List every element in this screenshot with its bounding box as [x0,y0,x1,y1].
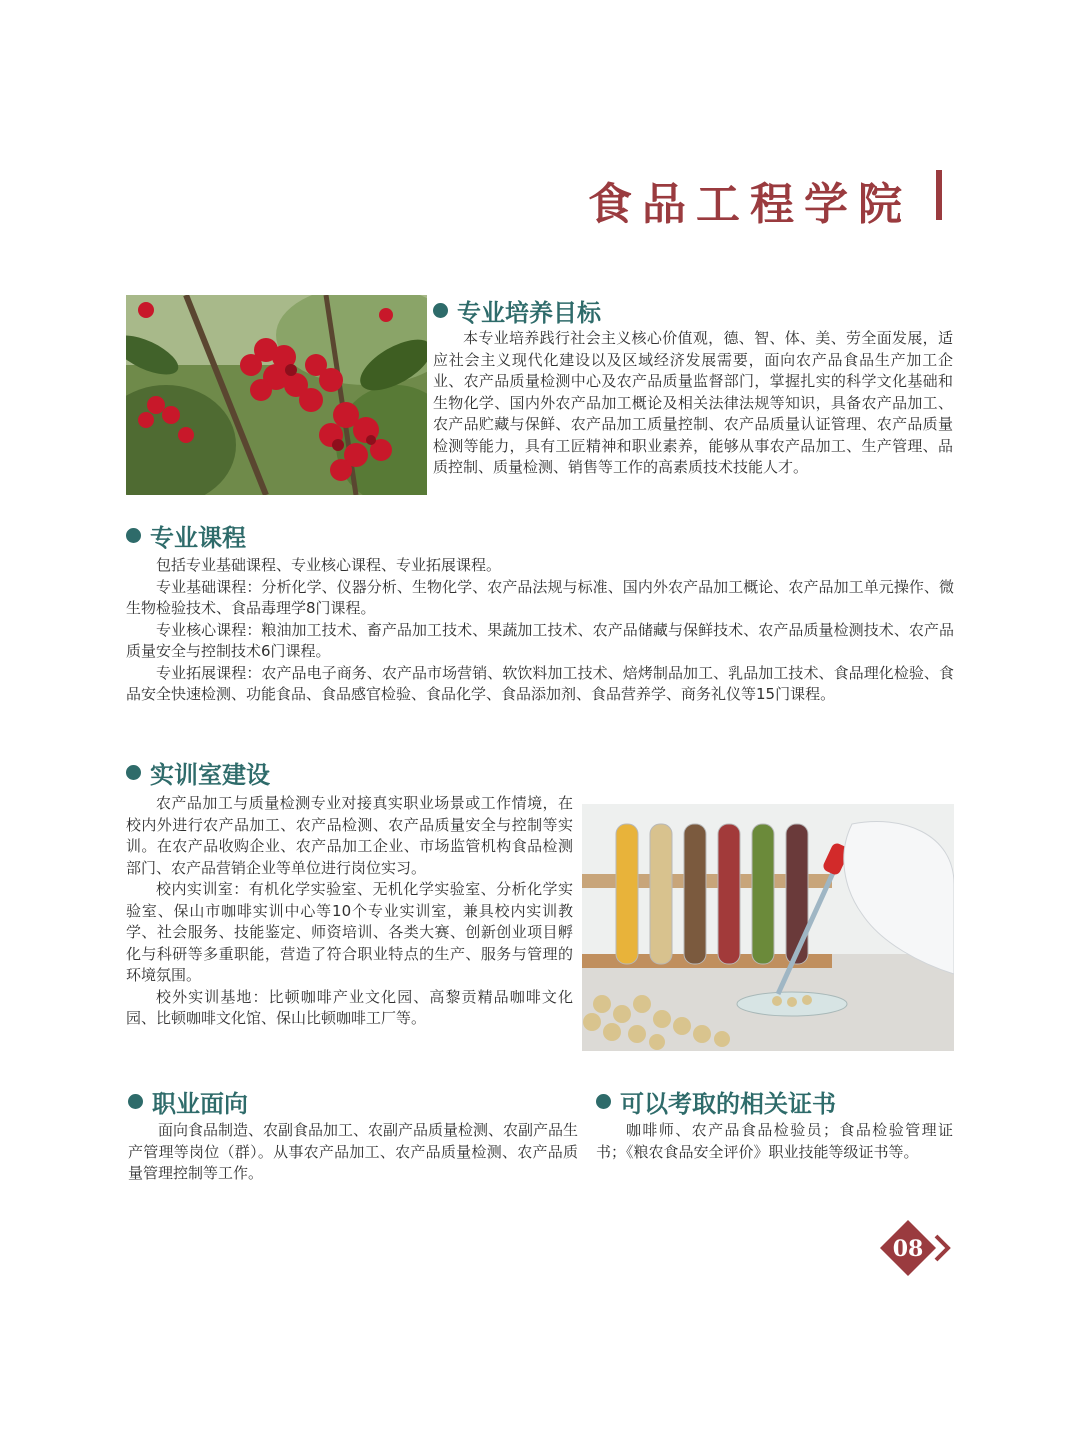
goal-heading [433,293,601,328]
bullet-dot [126,528,141,543]
bullet-dot [433,303,448,318]
courses-paragraph: 包括专业基础课程、专业核心课程、专业拓展课程。 [156,556,502,574]
coffee-cherries-image [126,295,427,495]
training-heading-text: 实训室建设 [150,761,270,789]
page-title: 食品工程学院 [588,179,912,230]
training-heading [126,755,270,790]
courses-heading-text: 专业课程 [150,524,246,552]
bullet-dot [126,765,141,780]
page-number-diamond-icon [880,1220,952,1276]
title-accent-bar [936,170,942,220]
bullet-dot [596,1094,611,1109]
training-paragraph: 校外实训基地：比顿咖啡产业文化园、高黎贡精品咖啡文化园、比顿咖啡文化馆、保山比顿咖啡工厂等。 [126,987,573,1027]
certificates-heading [596,1084,836,1119]
career-heading-text: 职业面向 [152,1090,248,1118]
goal-heading-text: 专业培养目标 [457,299,601,327]
courses-heading [126,518,246,553]
courses-paragraph: 专业核心课程：粮油加工技术、畜产品加工技术、果蔬加工技术、农产品储藏与保鲜技术、农产品质量检测技术、农产品质量安全与控制技术6门课程。 [126,620,954,660]
training-paragraph: 校内实训室：有机化学实验室、无机化学实验室、分析化学实验室、保山市咖啡实训中心等10个专业实训室，兼具校内实训教学、社会服务、技能鉴定、师资培训、各类大赛、创新创业项目孵化与科研等多重职能，营造了符合职业特点的生产、服务与管理的环境氛围。 [126,880,573,984]
courses-paragraph: 专业拓展课程：农产品电子商务、农产品市场营销、软饮料加工技术、焙烤制品加工、乳品加工技术、食品理化检验、食品安全快速检测、功能食品、食品感官检验、食品化学、食品添加剂、食品营养学、商务礼仪等15门课程。 [126,663,954,703]
certificates-text: 咖啡师、农产品食品检验员；食品检验管理证书；《粮农食品安全评价》职业技能等级证书等。 [596,1121,953,1161]
career-heading [128,1084,248,1119]
courses-paragraph: 专业基础课程：分析化学、仪器分析、生物化学、农产品法规与标准、国内外农产品加工概论、农产品加工单元操作、微生物检验技术、食品毒理学8门课程。 [126,577,954,617]
career-text: 面向食品制造、农副食品加工、农副产品质量检测、农副产品生产管理等岗位（群）。从事农产品加工、农产品质量检测、农产品质量管理控制等工作。 [128,1121,579,1182]
courses-text [126,555,954,706]
page-number: 08 [892,1236,924,1262]
training-paragraph: 农产品加工与质量检测专业对接真实职业场景或工作情境，在校内外进行农产品加工、农产品检测、农产品质量安全与控制等实训。在农产品收购企业、农产品加工企业、市场监管机构食品检测部门、农产品营销企业等单位进行岗位实习。 [126,794,573,877]
lab-test-tubes-image [582,804,954,1051]
certificates-heading-text: 可以考取的相关证书 [620,1090,836,1118]
goal-text: 本专业培养践行社会主义核心价值观，德、智、体、美、劳全面发展，适应社会主义现代化建设以及区域经济发展需要，面向农产品食品生产加工企业、农产品质量检测中心及农产品质量监督部门，掌握扎实的科学文化基础和生物化学、国内外农产品加工概论及相关法律法规等知识，具备农产品加工、农产品贮藏与保鲜、农产品加工质量控制、农产品质量认证管理、农产品质量检测等能力，具有工匠精神和职业素养，能够从事农产品加工、生产管理、品质控制、质量检测、销售等工作的高素质技术技能人才。 [433,329,953,476]
training-text [126,793,573,1030]
page-number-badge [880,1220,952,1276]
bullet-dot [128,1094,143,1109]
